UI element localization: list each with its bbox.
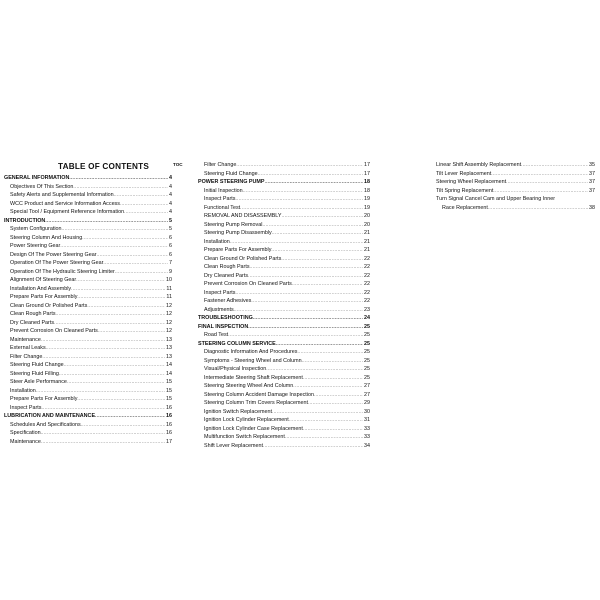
- toc-entry: [198, 178, 370, 187]
- toc-entry-page: 25: [364, 340, 370, 347]
- toc-entry: [4, 387, 172, 396]
- toc-entry: [4, 336, 172, 345]
- toc-entry-title: Steering Pump Removal: [204, 221, 263, 228]
- toc-dot-leader: [240, 204, 363, 213]
- toc-dot-leader: [36, 387, 165, 396]
- toc-entry: [4, 268, 172, 277]
- toc-entry: [430, 178, 595, 187]
- toc-entry: [4, 327, 172, 336]
- toc-entry: [198, 340, 370, 349]
- toc-dot-leader: [230, 238, 363, 247]
- toc-entry: [198, 314, 370, 323]
- toc-entry-title: Tilt Lever Replacement: [436, 170, 492, 177]
- toc-entry-title: Diagnostic Information And Procedures: [204, 349, 298, 355]
- toc-dot-leader: [69, 174, 168, 183]
- toc-entry: [198, 306, 370, 315]
- toc-entry: [4, 361, 172, 370]
- toc-entry-page: 37: [589, 187, 595, 194]
- toc-column-2: [198, 161, 370, 450]
- toc-entry: [198, 357, 370, 366]
- toc-entry-title: Steering Fluid Change: [204, 170, 258, 177]
- toc-dot-leader: [76, 276, 165, 285]
- toc-dot-leader: [276, 340, 363, 349]
- toc-entry: [4, 412, 172, 421]
- toc-dot-leader: [41, 404, 165, 413]
- toc-entry: [4, 285, 172, 294]
- toc-entry-page: 13: [166, 353, 172, 360]
- toc-entry-title: Inspect Parts: [204, 196, 236, 202]
- toc-entry-title: Dry Cleaned Parts: [204, 272, 249, 279]
- toc-entry-page: 17: [364, 162, 370, 168]
- toc-entry-page: 4: [169, 209, 172, 215]
- toc-dot-leader: [263, 442, 363, 451]
- toc-dot-leader: [289, 416, 363, 425]
- toc-dot-leader: [73, 183, 168, 192]
- toc-entry-title: Installation: [10, 387, 36, 394]
- toc-entry-title: External Leaks: [10, 345, 46, 351]
- toc-entry: [198, 255, 370, 264]
- toc-entry-page: 19: [364, 204, 370, 211]
- toc-entry: [198, 374, 370, 383]
- toc-dot-leader: [124, 208, 168, 217]
- toc-title: TABLE OF CONTENTS: [58, 162, 150, 171]
- toc-entry-title: Prepare Parts For Assembly: [10, 396, 78, 402]
- toc-tag: TOC: [173, 162, 183, 167]
- toc-entry-page: 5: [169, 217, 172, 224]
- toc-entry: [4, 208, 172, 217]
- toc-dot-leader: [41, 429, 165, 438]
- toc-entry: [4, 421, 172, 430]
- toc-dot-leader: [97, 251, 169, 260]
- toc-entry-page: 21: [364, 230, 370, 236]
- toc-dot-leader: [59, 370, 165, 379]
- toc-entry: [198, 170, 370, 179]
- toc-entry-title: Prepare Parts For Assembly: [204, 247, 272, 253]
- toc-entry-page: 27: [364, 383, 370, 389]
- toc-entry: [198, 204, 370, 213]
- toc-entry-page: 15: [166, 379, 172, 385]
- toc-entry: [198, 280, 370, 289]
- toc-entry-page: 12: [166, 302, 172, 309]
- toc-dot-leader: [67, 378, 165, 387]
- toc-entry-page: 25: [364, 357, 370, 364]
- toc-entry-title: Steering Column Trim Covers Replacement: [204, 400, 308, 406]
- toc-entry: [198, 399, 370, 408]
- toc-entry-page: 9: [169, 268, 172, 275]
- toc-entry-page: 11: [166, 294, 172, 300]
- toc-entry-page: 18: [364, 179, 370, 185]
- toc-entry-title: System Configuration: [10, 226, 62, 232]
- toc-entry-page: 33: [364, 425, 370, 432]
- toc-entry: [4, 429, 172, 438]
- toc-dot-leader: [228, 331, 363, 340]
- toc-entry-page: 22: [364, 272, 370, 279]
- toc-dot-leader: [262, 221, 363, 230]
- toc-entry-title: Clean Ground Or Polished Parts: [10, 302, 88, 309]
- toc-dot-leader: [41, 438, 165, 447]
- toc-entry-title: Steering Column And Housing: [10, 234, 83, 241]
- toc-dot-leader: [115, 268, 168, 277]
- toc-entry: [4, 370, 172, 379]
- toc-entry-page: 12: [166, 328, 172, 334]
- toc-entry-title: Steering Steering Wheel And Column: [204, 383, 294, 389]
- toc-dot-leader: [272, 408, 363, 417]
- toc-entry-page: 6: [169, 243, 172, 249]
- toc-entry-title: WCC Product and Service Information Access: [10, 200, 120, 207]
- toc-entry-page: 22: [364, 298, 370, 304]
- toc-entry-page: 30: [364, 408, 370, 415]
- toc-entry-title: REMOVAL AND DISASSEMBLY: [204, 213, 282, 219]
- toc-entry-title: Power Steering Gear: [10, 243, 61, 249]
- toc-entry-page: 17: [364, 170, 370, 177]
- toc-entry-page: 5: [169, 226, 172, 232]
- toc-dot-leader: [308, 399, 363, 408]
- toc-entry-page: 22: [364, 264, 370, 270]
- toc-entry: [198, 297, 370, 306]
- toc-entry: [198, 365, 370, 374]
- toc-entry-title: TROUBLESHOOTING: [198, 315, 253, 321]
- toc-entry: [198, 272, 370, 281]
- toc-entry-page: 25: [364, 332, 370, 338]
- toc-dot-leader: [303, 425, 363, 434]
- toc-dot-leader: [62, 225, 168, 234]
- toc-entry-title: Operation Of The Power Steering Gear: [10, 260, 104, 266]
- toc-entry-page: 11: [166, 285, 172, 292]
- toc-entry: [430, 195, 595, 204]
- toc-entry: [198, 408, 370, 417]
- toc-dot-leader: [250, 263, 363, 272]
- toc-dot-leader: [243, 187, 363, 196]
- toc-dot-leader: [64, 361, 165, 370]
- toc-entry-title: Clean Rough Parts: [204, 264, 250, 270]
- toc-entry: [198, 425, 370, 434]
- toc-entry-page: 19: [364, 196, 370, 202]
- toc-entry-title: Design Of The Power Steering Gear: [10, 251, 97, 258]
- toc-entry-page: 10: [166, 277, 172, 283]
- toc-entry-page: 16: [166, 404, 172, 411]
- toc-dot-leader: [41, 336, 165, 345]
- toc-entry: [4, 217, 172, 226]
- toc-dot-leader: [293, 382, 363, 391]
- toc-entry: [198, 416, 370, 425]
- toc-entry: [198, 263, 370, 272]
- toc-entry-title: Adjustments: [204, 306, 234, 313]
- toc-dot-leader: [98, 327, 165, 336]
- toc-entry-title: Prevent Corrosion On Cleaned Parts: [204, 281, 292, 287]
- toc-entry-page: 4: [169, 200, 172, 207]
- toc-entry-page: 4: [169, 192, 172, 198]
- toc-entry-title: Filter Change: [204, 162, 237, 168]
- toc-entry-page: 6: [169, 251, 172, 258]
- toc-entry-title: Visual/Physical Inspection: [204, 366, 267, 372]
- toc-entry-title: Inspect Parts: [10, 404, 42, 411]
- toc-entry-page: 16: [166, 421, 172, 428]
- toc-entry: [4, 404, 172, 413]
- toc-entry-title: Steering Pump Disassembly: [204, 230, 272, 236]
- toc-entry-page: 4: [169, 183, 172, 190]
- toc-entry-title: Operation Of The Hydraulic Steering Limiter: [10, 268, 115, 275]
- toc-entry-page: 25: [364, 374, 370, 381]
- toc-entry-title: Initial Inspection: [204, 187, 243, 194]
- toc-entry: [198, 391, 370, 400]
- toc-entry-page: 14: [166, 370, 172, 377]
- toc-entry-page: 25: [364, 323, 370, 330]
- toc-entry-title: Installation And Assembly: [10, 285, 72, 292]
- toc-entry-title: Functional Test: [204, 204, 241, 211]
- toc-dot-leader: [60, 242, 168, 251]
- toc-entry: [4, 200, 172, 209]
- toc-dot-leader: [248, 323, 363, 332]
- toc-dot-leader: [81, 421, 165, 430]
- toc-entry-title: Schedules And Specifications: [10, 421, 81, 428]
- toc-entry: [4, 395, 172, 404]
- toc-entry: [4, 183, 172, 192]
- toc-entry-page: 24: [364, 315, 370, 321]
- toc-entry-page: 27: [364, 391, 370, 398]
- toc-dot-leader: [298, 348, 364, 357]
- toc-entry-title: Multifunction Switch Replacement: [204, 434, 285, 440]
- toc-entry-title: Prevent Corrosion On Cleaned Parts: [10, 328, 98, 334]
- toc-entry-title: Ignition Lock Cylinder Replacement: [204, 417, 289, 423]
- toc-entry: [198, 323, 370, 332]
- toc-entry-page: 6: [169, 234, 172, 241]
- toc-entry-title: Specification: [10, 430, 41, 436]
- toc-entry-title: Race Replacement: [442, 204, 488, 211]
- toc-dot-leader: [234, 306, 363, 315]
- toc-dot-leader: [235, 195, 363, 204]
- toc-entry-page: 14: [166, 362, 172, 368]
- toc-dot-leader: [285, 433, 363, 442]
- toc-entry-page: 37: [589, 179, 595, 185]
- toc-entry: [198, 442, 370, 451]
- toc-dot-leader: [56, 310, 165, 319]
- toc-dot-leader: [258, 170, 363, 179]
- toc-dot-leader: [114, 191, 168, 200]
- toc-dot-leader: [271, 246, 363, 255]
- toc-entry: [4, 191, 172, 200]
- toc-entry-page: 22: [364, 281, 370, 287]
- toc-entry: [4, 259, 172, 268]
- toc-entry-title: Road Test: [204, 332, 229, 338]
- toc-entry-title: Linear Shift Assembly Replacement: [436, 162, 522, 168]
- toc-entry-page: 37: [589, 170, 595, 177]
- toc-dot-leader: [236, 161, 363, 170]
- toc-entry: [198, 348, 370, 357]
- toc-dot-leader: [302, 357, 363, 366]
- toc-dot-leader: [282, 212, 364, 221]
- toc-entry-page: 16: [166, 413, 172, 419]
- toc-entry: [4, 353, 172, 362]
- toc-dot-leader: [87, 302, 165, 311]
- toc-entry-page: 12: [166, 319, 172, 326]
- toc-entry: [4, 438, 172, 447]
- toc-dot-leader: [292, 280, 363, 289]
- toc-entry-page: 17: [166, 438, 172, 445]
- toc-entry-title: Steering Fluid Change: [10, 362, 64, 368]
- toc-entry-page: 20: [364, 213, 370, 219]
- toc-entry-page: 21: [364, 238, 370, 245]
- toc-entry-title: Maintenance: [10, 438, 41, 445]
- toc-dot-leader: [248, 272, 363, 281]
- toc-entry: [198, 433, 370, 442]
- toc-dot-leader: [77, 395, 165, 404]
- toc-entry-page: 13: [166, 345, 172, 351]
- toc-entry-title: Safety Alerts and Supplemental Information: [10, 192, 114, 198]
- toc-entry-title: Steering Wheel Replacement: [436, 179, 507, 185]
- toc-entry-title: Turn Signal Cancel Cam and Upper Bearing Inner: [436, 196, 556, 202]
- toc-entry-title: Symptoms - Steering Wheel and Column: [204, 357, 302, 364]
- toc-dot-leader: [46, 344, 165, 353]
- toc-entry-title: INTRODUCTION: [4, 217, 46, 224]
- toc-dot-leader: [103, 259, 168, 268]
- toc-dot-leader: [493, 187, 588, 196]
- toc-entry-title: Maintenance: [10, 336, 41, 343]
- toc-entry-page: 16: [166, 430, 172, 436]
- toc-dot-leader: [95, 412, 165, 421]
- toc-entry-page: 20: [364, 221, 370, 228]
- toc-entry-page: 23: [364, 306, 370, 313]
- toc-entry-title: Inspect Parts: [204, 289, 236, 296]
- toc-entry-page: 35: [589, 162, 595, 168]
- toc-entry-title: POWER STEERING PUMP: [198, 179, 265, 185]
- toc-entry-title: Steer Axle Performance: [10, 379, 67, 385]
- toc-entry-page: 22: [364, 255, 370, 262]
- toc-entry: [4, 225, 172, 234]
- toc-entry-title: Shift Lever Replacement: [204, 442, 264, 449]
- toc-entry-page: 38: [589, 204, 595, 211]
- toc-entry: [198, 195, 370, 204]
- toc-dot-leader: [120, 200, 168, 209]
- toc-entry-page: 31: [364, 417, 370, 423]
- toc-entry: [430, 204, 595, 213]
- toc-entry-page: 22: [364, 289, 370, 296]
- toc-dot-leader: [235, 289, 363, 298]
- toc-entry: [4, 234, 172, 243]
- toc-dot-leader: [82, 234, 168, 243]
- toc-entry-page: 25: [364, 349, 370, 355]
- toc-dot-leader: [488, 204, 588, 213]
- toc-dot-leader: [266, 365, 363, 374]
- toc-entry-page: 15: [166, 396, 172, 402]
- toc-entry-title: Ignition Lock Cylinder Case Replacement: [204, 425, 303, 432]
- toc-entry-title: STEERING COLUMN SERVICE: [198, 340, 276, 347]
- toc-column-1: [4, 174, 172, 446]
- toc-entry: [198, 246, 370, 255]
- toc-entry-page: 25: [364, 366, 370, 372]
- toc-entry-title: Installation: [204, 238, 230, 245]
- toc-entry-page: 4: [169, 175, 172, 181]
- toc-entry-title: Objectives Of This Section: [10, 183, 74, 190]
- toc-entry-page: 21: [364, 247, 370, 253]
- toc-entry-title: FINAL INSPECTION: [198, 323, 249, 330]
- toc-entry-page: 12: [166, 311, 172, 317]
- toc-entry-title: GENERAL INFORMATION: [4, 175, 70, 181]
- toc-entry: [198, 382, 370, 391]
- toc-entry: [430, 170, 595, 179]
- toc-entry-title: Filter Change: [10, 353, 43, 360]
- toc-dot-leader: [77, 293, 165, 302]
- toc-dot-leader: [521, 161, 588, 170]
- toc-dot-leader: [265, 178, 364, 187]
- toc-entry: [4, 293, 172, 302]
- toc-entry-page: 15: [166, 387, 172, 394]
- toc-entry: [4, 174, 172, 183]
- toc-dot-leader: [253, 314, 363, 323]
- toc-entry-title: Steering Column Accident Damage Inspection: [204, 391, 314, 398]
- toc-entry-page: 13: [166, 336, 172, 343]
- toc-entry: [4, 319, 172, 328]
- toc-dot-leader: [54, 319, 165, 328]
- toc-entry: [198, 212, 370, 221]
- toc-entry: [4, 302, 172, 311]
- toc-entry: [198, 238, 370, 247]
- toc-dot-leader: [45, 217, 168, 226]
- toc-entry: [198, 331, 370, 340]
- toc-entry-title: Alignment Of Steering Gear: [10, 277, 77, 283]
- toc-entry: [4, 378, 172, 387]
- toc-entry-title: Clean Ground Or Polished Parts: [204, 255, 282, 262]
- toc-entry-page: 18: [364, 187, 370, 194]
- toc-entry-page: 29: [364, 400, 370, 406]
- toc-entry-title: Clean Rough Parts: [10, 311, 56, 317]
- toc-entry-title: Prepare Parts For Assembly: [10, 294, 78, 300]
- toc-entry: [430, 187, 595, 196]
- toc-entry: [198, 221, 370, 230]
- toc-entry: [198, 229, 370, 238]
- toc-dot-leader: [272, 229, 363, 238]
- toc-entry: [4, 251, 172, 260]
- toc-entry: [4, 276, 172, 285]
- toc-dot-leader: [303, 374, 363, 383]
- toc-entry-title: Steering Fluid Filling: [10, 370, 59, 377]
- toc-entry-title: Dry Cleaned Parts: [10, 319, 55, 326]
- toc-entry: [198, 289, 370, 298]
- toc-entry: [198, 187, 370, 196]
- toc-entry-title: Fastener Adhesives: [204, 298, 252, 304]
- toc-entry: [430, 161, 595, 170]
- toc-dot-leader: [506, 178, 588, 187]
- toc-entry-title: Ignition Switch Replacement: [204, 408, 273, 415]
- toc-dot-leader: [42, 353, 165, 362]
- toc-entry-page: 34: [364, 442, 370, 449]
- toc-entry-page: 33: [364, 434, 370, 440]
- toc-entry-title: Special Tool / Equipment Reference Information: [10, 209, 125, 215]
- toc-dot-leader: [281, 255, 363, 264]
- toc-entry: [4, 242, 172, 251]
- toc-entry: [4, 310, 172, 319]
- toc-entry-page: 7: [169, 260, 172, 266]
- toc-dot-leader: [71, 285, 165, 294]
- toc-entry-title: Tilt Spring Replacement: [436, 187, 494, 194]
- toc-entry: [198, 161, 370, 170]
- toc-entry-title: LUBRICATION AND MAINTENANCE: [4, 413, 96, 419]
- toc-dot-leader: [491, 170, 588, 179]
- toc-column-3: [430, 161, 595, 212]
- toc-entry-title: Intermediate Steering Shaft Replacement: [204, 374, 303, 381]
- toc-dot-leader: [314, 391, 363, 400]
- toc-dot-leader: [251, 297, 363, 306]
- toc-entry: [4, 344, 172, 353]
